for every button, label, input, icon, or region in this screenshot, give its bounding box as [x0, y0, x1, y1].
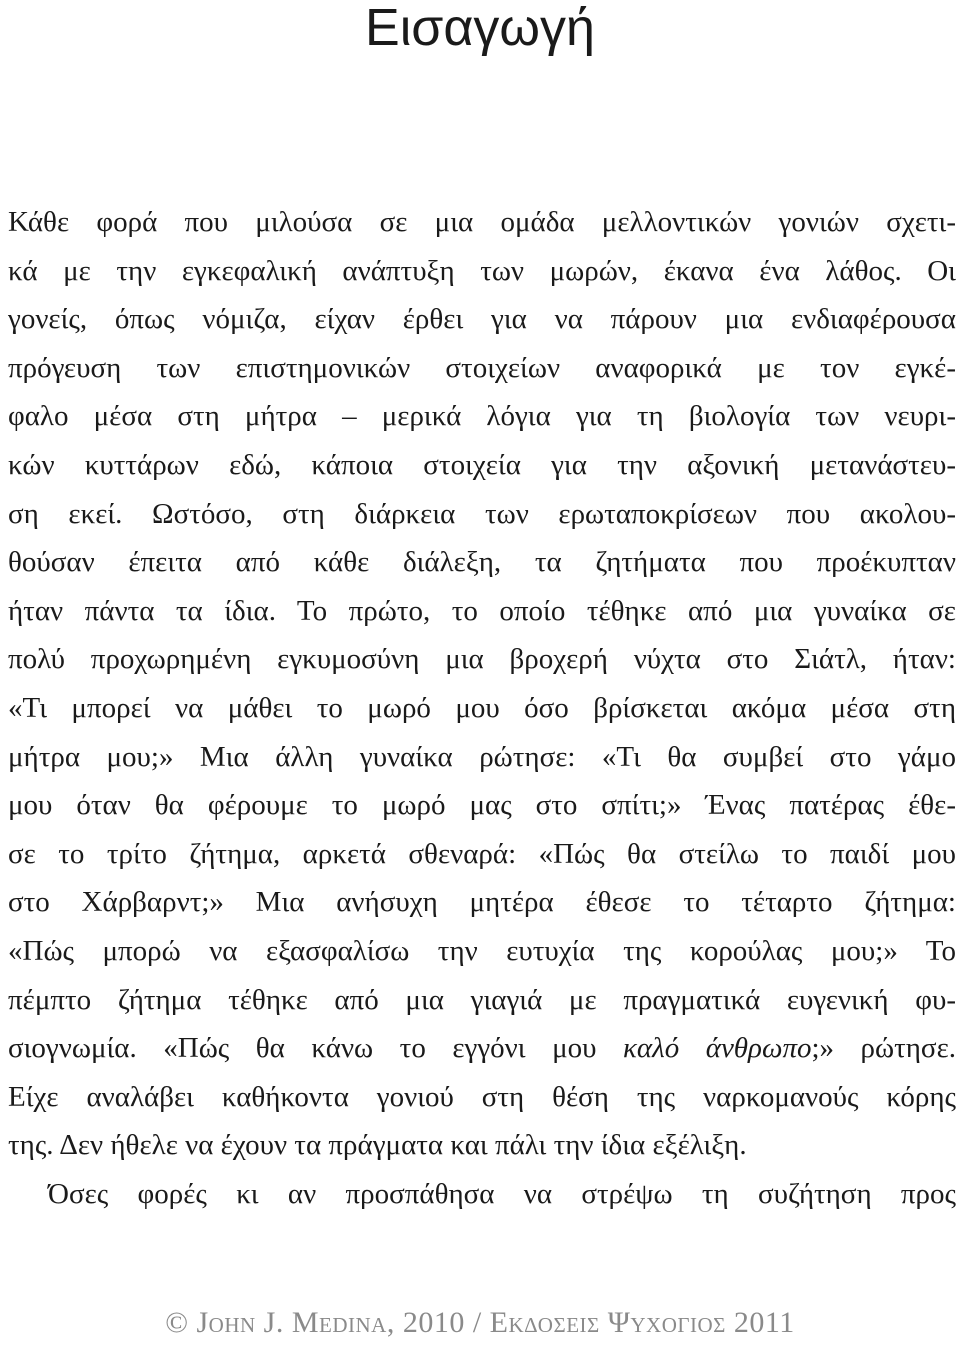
- text-segment: ;» ρώτησε.: [811, 1032, 956, 1065]
- italic-phrase: καλό άνθρωπο: [623, 1032, 812, 1065]
- text-line: κά με την εγκεφαλική ανάπτυξη των μωρών, έκανα ένα λάθος. Οι: [8, 254, 956, 287]
- text-line: Κάθε φορά που μιλούσα σε μια ομάδα μελλοντικών γονιών σχετι-: [8, 206, 956, 238]
- text-line: κών κυττάρων εδώ, κάποια στοιχεία για την αξονική μετανάστευ-: [8, 448, 956, 481]
- text-line: Είχε αναλάβει καθήκοντα γονιού στη θέση της ναρκομανούς κόρης: [8, 1080, 956, 1113]
- text-line: «Πώς μπορώ να εξασφαλίσω την ευτυχία της κορούλας μου;» Το: [8, 934, 956, 967]
- text-line: μου όταν θα φέρουμε το μωρό μας στο σπίτι;» Ένας πατέρας έθε-: [8, 789, 956, 822]
- body-text: [8, 198, 956, 1218]
- text-line: ση εκεί. Ωστόσο, στη διάρκεια των ερωταποκρίσεων που ακολου-: [8, 497, 956, 530]
- text-line-paragraph-start: Όσες φορές κι αν προσπάθησα να στρέψω τη συζήτηση προς: [48, 1177, 956, 1210]
- text-line: σε το τρίτο ζήτημα, αρκετά σθεναρά: «Πώς θα στείλω το παιδί μου: [8, 837, 956, 870]
- text-segment: σιογνωμία. «Πώς θα κάνω το εγγόνι μου: [8, 1032, 623, 1065]
- text-line-paragraph-end: της. Δεν ήθελε να έχουν τα πράγματα και πάλι την ίδια εξέλιξη.: [8, 1129, 747, 1162]
- text-line: πρόγευση των επιστημονικών στοιχείων αναφορικά με τον εγκέ-: [8, 351, 956, 384]
- text-line: γονείς, όπως νόμιζα, είχαν έρθει για να πάρουν μια ενδιαφέρουσα: [8, 303, 956, 336]
- text-line: πολύ προχωρημένη εγκυμοσύνη μια βροχερή νύχτα στο Σιάτλ, ήταν:: [8, 643, 956, 676]
- text-line: θούσαν έπειτα από κάθε διάλεξη, τα ζητήματα που προέκυπταν: [8, 546, 956, 579]
- text-line-with-italic: [8, 1024, 956, 1073]
- text-line: ήταν πάντα τα ίδια. Το πρώτο, το οποίο τέθηκε από μια γυναίκα σε: [8, 594, 956, 627]
- text-line: «Τι μπορεί να μάθει το μωρό μου όσο βρίσκεται ακόμα μέσα στη: [8, 691, 956, 724]
- text-line: μήτρα μου;» Μια άλλη γυναίκα ρώτησε: «Τι θα συμβεί στο γάμο: [8, 740, 956, 773]
- page-title: Εισαγωγή: [365, 0, 595, 57]
- text-line: στο Χάρβαρντ;» Μια ανήσυχη μητέρα έθεσε το τέταρτο ζήτημα:: [8, 886, 956, 919]
- copyright-footer: © John J. Medina, 2010 / Εκδοσεις Ψυχογιος 2011: [165, 1306, 795, 1339]
- text-line: φαλο μέσα στη μήτρα – μερικά λόγια για τη βιολογία των νευρι-: [8, 400, 956, 433]
- text-line: πέμπτο ζήτημα τέθηκε από μια γιαγιά με πραγματικά ευγενική φυ-: [8, 983, 956, 1016]
